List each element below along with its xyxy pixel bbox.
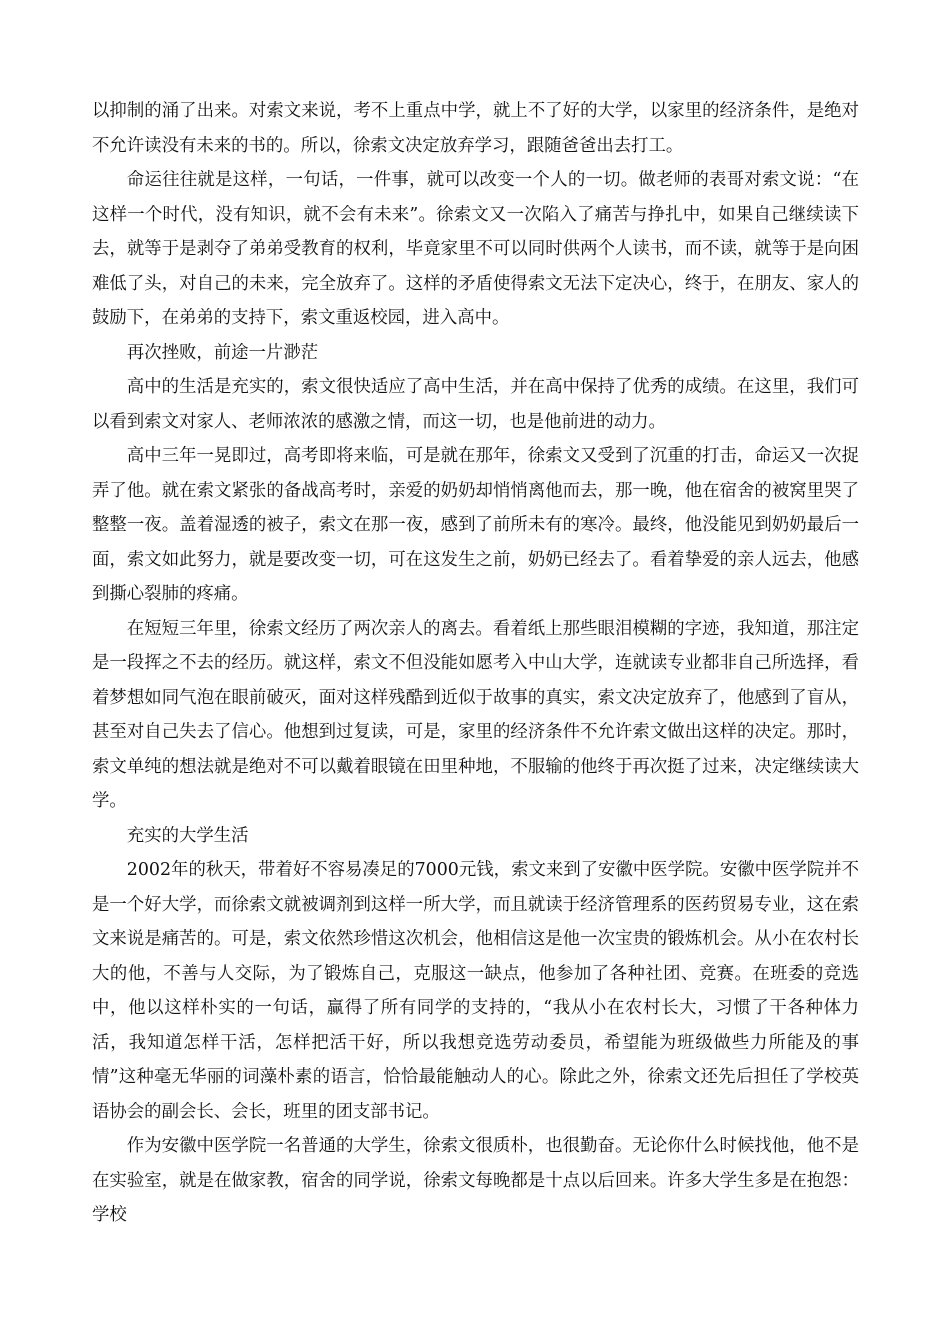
paragraph-continuation: 以抑制的涌了出来。对索文来说，考不上重点中学，就上不了好的大学，以家里的经济条件，是绝对不允许读没有未来的书的。所以，徐索文决定放弃学习，跟随爸爸出去打工。 <box>92 101 859 156</box>
paragraph: 高中的生活是充实的，索文很快适应了高中生活，并在高中保持了优秀的成绩。在这里，我们可以看到索文对家人、老师浓浓的感激之情，而这一切，也是他前进的动力。 <box>92 377 859 432</box>
section-heading: 充实的大学生活 <box>126 825 249 846</box>
document-body <box>92 94 859 1233</box>
paragraph: 命运往往就是这样，一句话，一件事，就可以改变一个人的一切。做老师的表哥对索文说：“在这样一个时代，没有知识，就不会有未来”。徐索文又一次陷入了痛苦与挣扎中，如果自己继续读下去，就等于是剥夺了弟弟受教育的权利，毕竟家里不可以同时供两个人读书，而不读，就等于是向困难低了头，对自己的未来，完全放弃了。这样的矛盾使得索文无法下定决心，终于，在朋友、家人的鼓励下，在弟弟的支持下，索文重返校园，进入高中。 <box>92 170 859 328</box>
paragraph: 在短短三年里，徐索文经历了两次亲人的离去。看着纸上那些眼泪模糊的字迹，我知道，那注定是一段挥之不去的经历。就这样，索文不但没能如愿考入中山大学，连就读专业都非自己所选择，看着梦想如同气泡在眼前破灭，面对这样残酷到近似于故事的真实，索文决定放弃了，他感到了盲从，甚至对自己失去了信心。他想到过复读，可是，家里的经济条件不允许索文做出这样的决定。那时，索文单纯的想法就是绝对不可以戴着眼镜在田里种地，不服输的他终于再次挺了过来，决定继续读大学。 <box>92 618 859 811</box>
paragraph: 2002年的秋天，带着好不容易凑足的7000元钱，索文来到了安徽中医学院。安徽中医学院并不是一个好大学，而徐索文就被调剂到这样一所大学，而且就读于经济管理系的医药贸易专业，这在索文来说是痛苦的。可是，索文依然珍惜这次机会，他相信这是他一次宝贵的锻炼机会。从小在农村长大的他，不善与人交际，为了锻炼自己，克服这一缺点，他参加了各种社团、竞赛。在班委的竞选中，他以这样朴实的一句话，赢得了所有同学的支持的，“我从小在农村长大，习惯了干各种体力活，我知道怎样干活，怎样把活干好，所以我想竞选劳动委员，希望能为班级做些力所能及的事情”这种毫无华丽的词藻朴素的语言，恰恰最能触动人的心。除此之外，徐索文还先后担任了学校英语协会的副会长、会长，班里的团支部书记。 <box>92 860 859 1122</box>
section-heading: 再次挫败，前途一片渺茫 <box>126 342 319 363</box>
paragraph: 高中三年一晃即过，高考即将来临，可是就在那年，徐索文又受到了沉重的打击，命运又一次捉弄了他。就在索文紧张的备战高考时，亲爱的奶奶却悄悄离他而去，那一晚，他在宿舍的被窝里哭了整整一夜。盖着湿透的被子，索文在那一夜，感到了前所未有的寒冷。最终，他没能见到奶奶最后一面，索文如此努力，就是要改变一切，可在这发生之前，奶奶已经去了。看着挚爱的亲人远去，他感到撕心裂肺的疼痛。 <box>92 446 859 604</box>
paragraph: 作为安徽中医学院一名普通的大学生，徐索文很质朴，也很勤奋。无论你什么时候找他，他不是在实验室，就是在做家教，宿舍的同学说，徐索文每晚都是十点以后回来。许多大学生多是在抱怨：学校 <box>92 1136 859 1225</box>
